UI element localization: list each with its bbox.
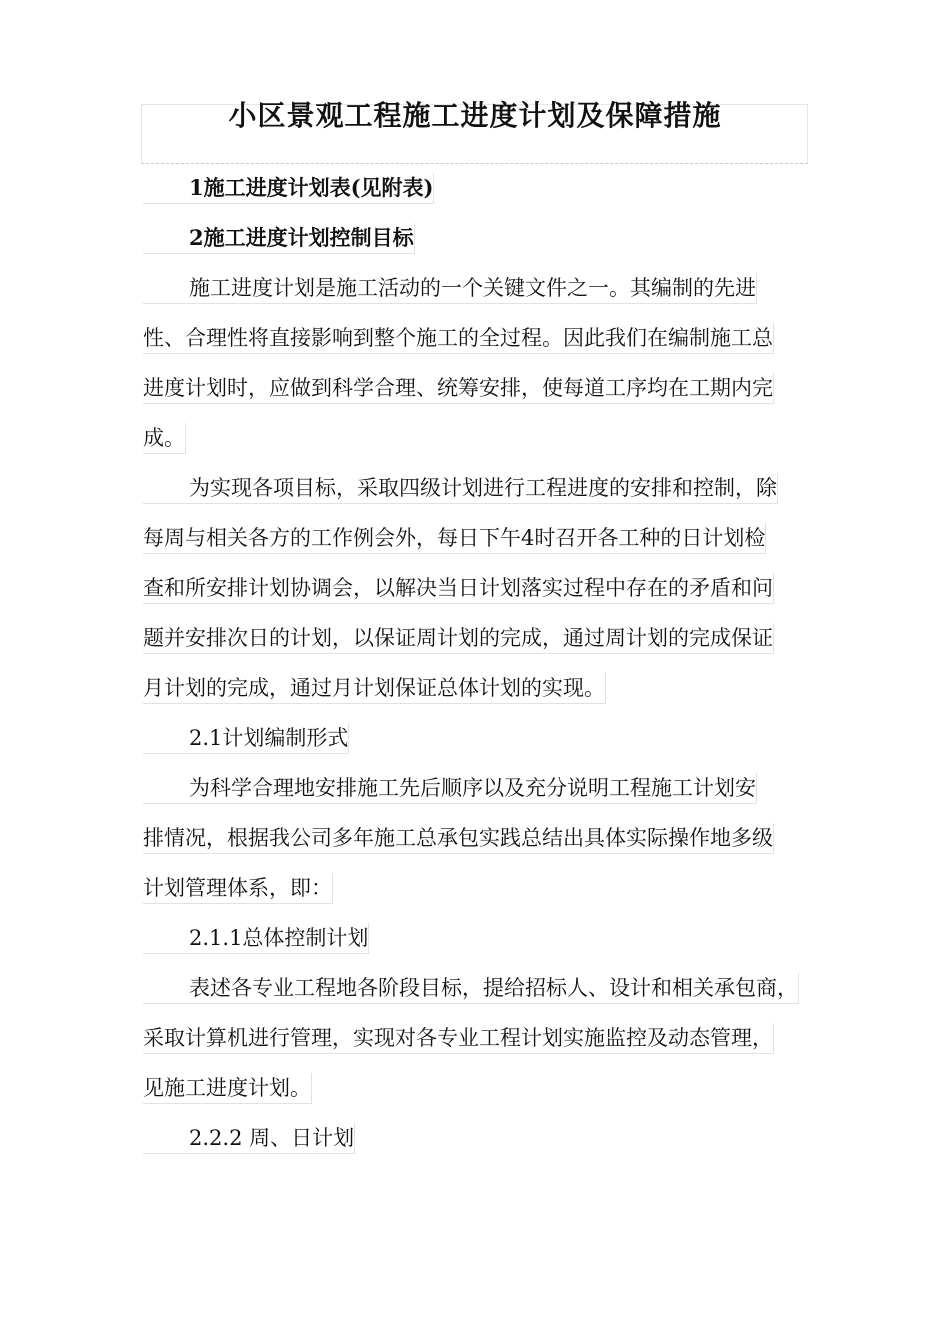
paragraph-line: 计划管理体系，即： xyxy=(143,873,333,904)
paragraph-line: 进度计划时，应做到科学合理、统筹安排，使每道工序均在工期内完 xyxy=(143,373,774,404)
subsection-heading-2-1-1: 2.1.1总体控制计划 xyxy=(143,923,369,954)
paragraph-line: 性、合理性将直接影响到整个施工的全过程。因此我们在编制施工总 xyxy=(143,323,774,354)
paragraph-line: 题并安排次日的计划，以保证周计划的完成，通过周计划的完成保证 xyxy=(143,623,774,654)
document-title: 小区景观工程施工进度计划及保障措施 xyxy=(228,99,722,132)
paragraph-line: 表述各专业工程地各阶段目标，提给招标人、设计和相关承包商， xyxy=(143,973,799,1004)
subsection-heading-2-2-2: 2.2.2 周、日计划 xyxy=(143,1123,355,1154)
paragraph-line: 为科学合理地安排施工先后顺序以及充分说明工程施工计划安 xyxy=(143,773,757,804)
section-heading-1: 1施工进度计划表(见附表) xyxy=(143,173,434,204)
paragraph-line: 为实现各项目标，采取四级计划进行工程进度的安排和控制，除 xyxy=(143,473,778,504)
paragraph-line: 排情况，根据我公司多年施工总承包实践总结出具体实际操作地多级 xyxy=(143,823,774,854)
paragraph-line: 施工进度计划是施工活动的一个关键文件之一。其编制的先进 xyxy=(143,273,757,304)
section-heading-2: 2施工进度计划控制目标 xyxy=(143,223,415,254)
paragraph-line: 查和所安排计划协调会，以解决当日计划落实过程中存在的矛盾和问 xyxy=(143,573,774,604)
subsection-heading-2-1: 2.1计划编制形式 xyxy=(143,723,349,754)
paragraph-line: 月计划的完成，通过月计划保证总体计划的实现。 xyxy=(143,673,606,704)
paragraph-line: 见施工进度计划。 xyxy=(143,1073,312,1104)
paragraph-line: 每周与相关各方的工作例会外，每日下午4时召开各工种的日计划检 xyxy=(143,523,766,554)
paragraph-line: 采取计算机进行管理，实现对各专业工程计划实施监控及动态管理， xyxy=(143,1023,774,1054)
paragraph-line: 成。 xyxy=(143,423,186,454)
